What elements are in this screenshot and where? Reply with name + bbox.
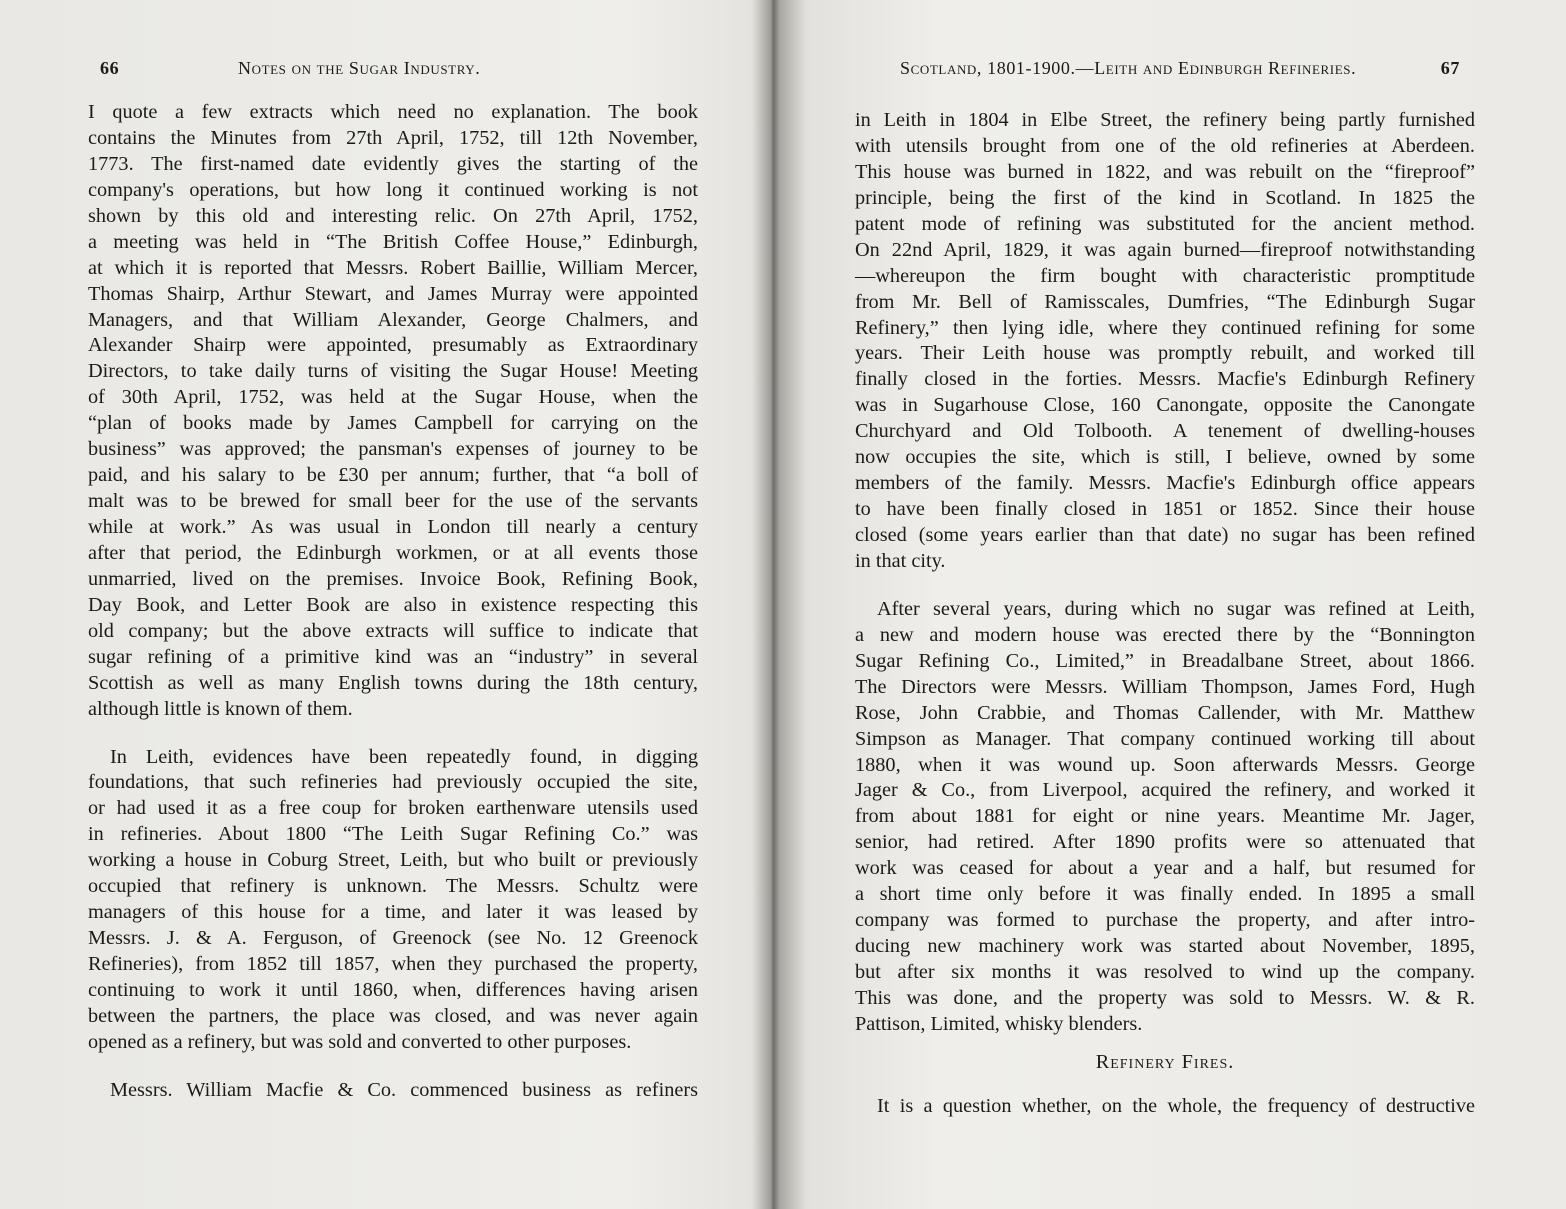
- left-paragraph-2: [88, 745, 698, 1056]
- text-line: Jager & Co., from Liverpool, acquired the refinery, and worked it: [855, 779, 1475, 802]
- text-line: closed (some years earlier than that date) no sugar has been refined: [855, 524, 1475, 546]
- text-line: managers of this house for a time, and later it was leased by: [88, 901, 698, 924]
- text-line: work was ceased for about a year and a half, but resumed for: [855, 857, 1475, 880]
- text-line: a short time only before it was finally ended. In 1895 a small: [855, 883, 1475, 906]
- text-line: Managers, and that William Alexander, George Chalmers, and: [88, 308, 698, 331]
- text-line: In Leith, evidences have been repeatedly found, in digging: [110, 745, 698, 768]
- text-line: paid, and his salary to be £30 per annum; further, that “a boll of: [88, 464, 698, 487]
- text-line: opened as a refinery, but was sold and converted to other purposes.: [88, 1030, 632, 1053]
- text-line: after that period, the Edinburgh workmen, or at all events those: [88, 541, 698, 564]
- section-heading: Refinery Fires.: [1095, 1050, 1235, 1073]
- text-line: of 30th April, 1752, was held at the Sugar House, when the: [88, 386, 698, 409]
- text-line: old company; but the above extracts will suffice to indicate that: [88, 619, 698, 642]
- text-line: 1880, when it was wound up. Soon afterwards Messrs. George: [855, 753, 1475, 776]
- text-line: After several years, during which no sugar was refined at Leith,: [877, 597, 1475, 620]
- text-line: although little is known of them.: [88, 697, 353, 720]
- text-line: between the partners, the place was closed, and was never again: [88, 1004, 698, 1027]
- text-line: continuing to work it until 1860, when, differences having arisen: [88, 978, 698, 1001]
- right-page-body: [855, 108, 1475, 1120]
- paragraph-gap: [88, 723, 698, 745]
- page-number-left: 66: [100, 58, 120, 78]
- text-line: Simpson as Manager. That company continued working till about: [855, 727, 1475, 750]
- right-paragraph-1: [855, 108, 1475, 575]
- text-line: malt was to be brewed for small beer for the use of the servants: [88, 490, 698, 513]
- text-line: unmarried, lived on the premises. Invoice Book, Refining Book,: [88, 567, 698, 590]
- right-page: [770, 0, 1566, 1209]
- text-line: in that city.: [855, 549, 946, 572]
- left-page: [0, 0, 770, 1209]
- text-line: years. Their Leith house was promptly rebuilt, and worked till: [855, 342, 1475, 365]
- text-line: Day Book, and Letter Book are also in existence respecting this: [88, 593, 698, 616]
- text-line: On 22nd April, 1829, it was again burned—fireproof notwithstanding: [855, 238, 1475, 261]
- text-line: was in Sugarhouse Close, 160 Canongate, opposite the Canongate: [855, 394, 1475, 417]
- text-line: at which it is reported that Messrs. Robert Baillie, William Mercer,: [88, 256, 698, 279]
- left-page-body: [88, 100, 698, 1104]
- paragraph-gap: [88, 1056, 698, 1078]
- text-line: Messrs. William Macfie & Co. commenced business as refiners: [110, 1078, 698, 1101]
- text-line: The Directors were Messrs. William Thompson, James Ford, Hugh: [855, 675, 1475, 698]
- text-line: “plan of books made by James Campbell for carrying on the: [88, 412, 698, 435]
- text-line: a meeting was held in “The British Coffee House,” Edinburgh,: [88, 230, 698, 253]
- text-line: Directors, to take daily turns of visiting the Sugar House! Meeting: [88, 360, 698, 383]
- text-line: Refinery,” then lying idle, where they continued refining for some: [855, 316, 1475, 339]
- text-line: while at work.” As was usual in London till nearly a century: [88, 516, 698, 538]
- text-line: in refineries. About 1800 “The Leith Sugar Refining Co.” was: [88, 823, 698, 846]
- text-line: I quote a few extracts which need no explanation. The book: [88, 101, 698, 123]
- left-paragraph-1: [88, 100, 698, 723]
- text-line: company was formed to purchase the property, and after intro-: [855, 909, 1475, 932]
- text-line: Sugar Refining Co., Limited,” in Breadalbane Street, about 1866.: [855, 649, 1475, 672]
- left-paragraph-3: [88, 1078, 698, 1104]
- text-line: Alexander Shairp were appointed, presumably as Extraordinary: [88, 334, 698, 357]
- text-line: shown by this old and interesting relic. On 27th April, 1752,: [88, 204, 698, 227]
- right-page-header: [900, 58, 1460, 88]
- page-number-right: 67: [1440, 58, 1460, 78]
- right-paragraph-2: [855, 597, 1475, 1038]
- text-line: contains the Minutes from 27th April, 1752, till 12th November,: [88, 126, 698, 149]
- text-line: now occupies the site, which is still, I believe, owned by some: [855, 446, 1475, 469]
- right-paragraph-3: [855, 1094, 1475, 1120]
- text-line: —whereupon the firm bought with characteristic promptitude: [855, 264, 1475, 287]
- text-line: company's operations, but how long it continued working is not: [88, 178, 698, 201]
- text-line: It is a question whether, on the whole, the frequency of destructive: [877, 1094, 1475, 1117]
- text-line: business” was approved; the pansman's expenses of journey to be: [88, 438, 698, 461]
- text-line: ducing new machinery work was started about November, 1895,: [855, 935, 1475, 958]
- paragraph-gap: [855, 575, 1475, 597]
- text-line: Rose, John Crabbie, and Thomas Callender, with Mr. Matthew: [855, 701, 1475, 724]
- running-head-right: Scotland, 1801-1900.—Leith and Edinburgh Refineries.: [900, 58, 1357, 78]
- text-line: Refineries), from 1852 till 1857, when they purchased the property,: [88, 953, 698, 975]
- text-line: senior, had retired. After 1890 profits were so attenuated that: [855, 831, 1475, 854]
- text-line: Scottish as well as many English towns during the 18th century,: [88, 671, 698, 694]
- text-line: members of the family. Messrs. Macfie's Edinburgh office appears: [855, 472, 1475, 495]
- text-line: to have been finally closed in 1851 or 1852. Since their house: [855, 498, 1475, 521]
- text-line: working a house in Coburg Street, Leith, but who built or previously: [88, 849, 698, 872]
- text-line: Pattison, Limited, whisky blenders.: [855, 1012, 1143, 1035]
- text-line: a new and modern house was erected there by the “Bonnington: [855, 623, 1475, 646]
- left-page-header: [100, 58, 700, 88]
- text-line: Messrs. J. & A. Ferguson, of Greenock (see No. 12 Greenock: [88, 927, 698, 950]
- text-line: patent mode of refining was substituted for the ancient method.: [855, 212, 1475, 235]
- text-line: Churchyard and Old Tolbooth. A tenement of dwelling-houses: [855, 420, 1475, 443]
- text-line: from about 1881 for eight or nine years. Meantime Mr. Jager,: [855, 805, 1475, 828]
- text-line: or had used it as a free coup for broken earthenware utensils used: [88, 797, 698, 820]
- text-line: foundations, that such refineries had previously occupied the site,: [88, 771, 698, 794]
- text-line: 1773. The first-named date evidently gives the starting of the: [88, 152, 698, 175]
- text-line: finally closed in the forties. Messrs. Macfie's Edinburgh Refinery: [855, 368, 1475, 391]
- text-line: in Leith in 1804 in Elbe Street, the refinery being partly furnished: [855, 109, 1475, 131]
- text-line: This was done, and the property was sold to Messrs. W. & R.: [855, 986, 1475, 1009]
- text-line: but after six months it was resolved to wind up the company.: [855, 961, 1475, 983]
- text-line: Thomas Shairp, Arthur Stewart, and James Murray were appointed: [88, 282, 698, 305]
- text-line: occupied that refinery is unknown. The Messrs. Schultz were: [88, 875, 698, 898]
- text-line: from Mr. Bell of Ramisscales, Dumfries, “The Edinburgh Sugar: [855, 290, 1475, 313]
- text-line: sugar refining of a primitive kind was an “industry” in several: [88, 645, 698, 668]
- text-line: with utensils brought from one of the old refineries at Aberdeen.: [855, 134, 1475, 157]
- running-head-left: Notes on the Sugar Industry.: [238, 58, 481, 78]
- text-line: principle, being the first of the kind in Scotland. In 1825 the: [855, 186, 1475, 209]
- text-line: This house was burned in 1822, and was rebuilt on the “fireproof”: [855, 160, 1475, 183]
